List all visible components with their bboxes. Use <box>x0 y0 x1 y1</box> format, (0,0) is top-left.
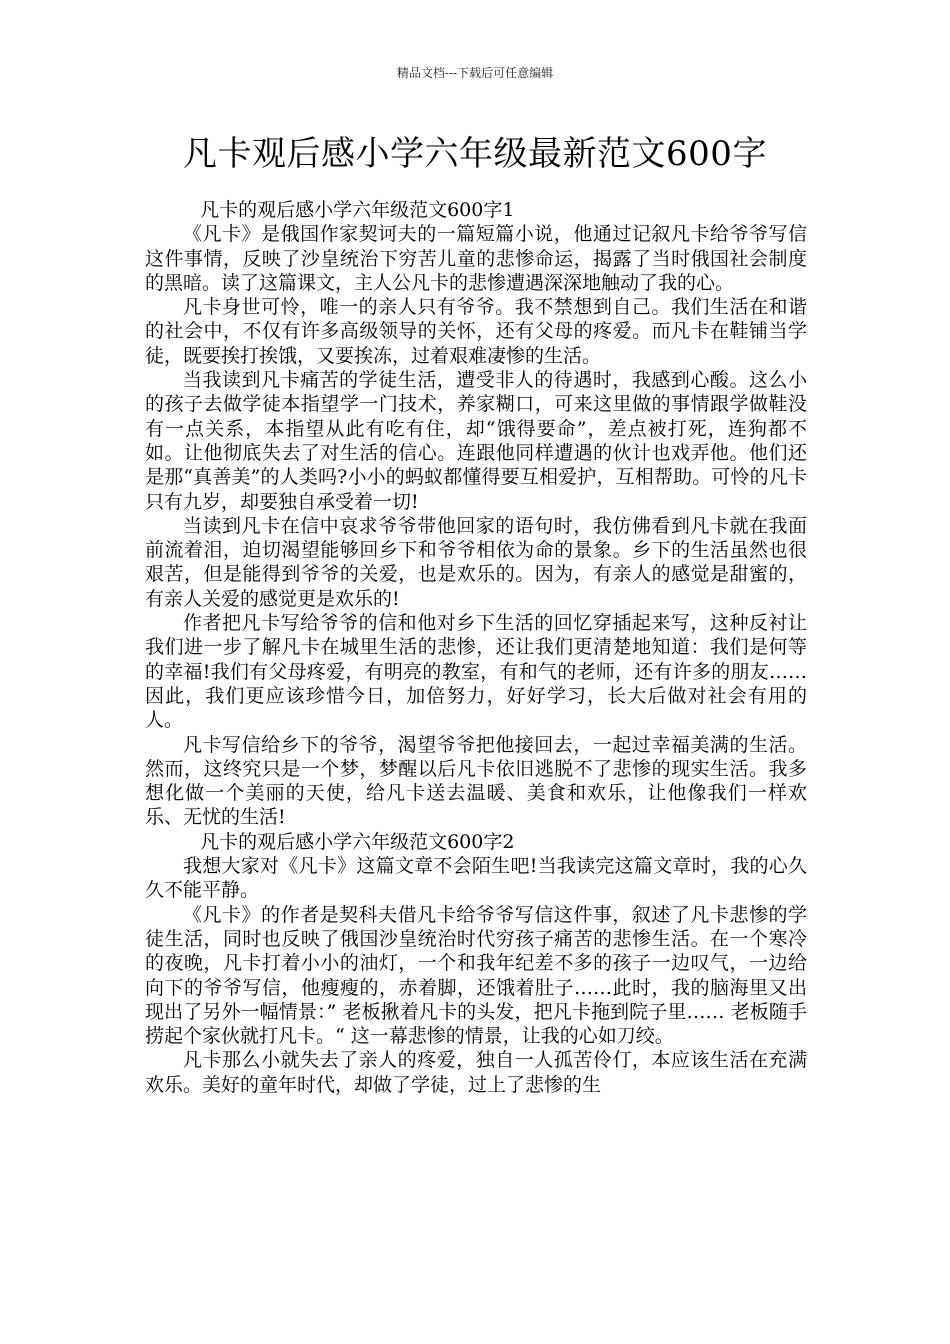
body-paragraph: 《凡卡》的作者是契科夫借凡卡给爷爷写信这件事，叙述了凡卡悲惨的学徒生活，同时也反映了俄国沙皇统治时代穷孩子痛苦的悲惨生活。在一个寒冷的夜晚，凡卡打着小小的油灯，一个和我年纪差不多的孩子一边叹气，一边给向下的爷爷写信，他瘦瘦的，赤着脚，还饿着肚子……此时，我的脑海里又出现出了另外一幅情景：” 老板揪着凡卡的头发，把凡卡拖到院子里…… 老板随手捞起个家伙就打凡卡。“ 这一幕悲惨的情景，让我的心如刀绞。 <box>145 903 807 1048</box>
document-title: 凡卡观后感小学六年级最新范文600字 <box>183 134 767 174</box>
page-header: 精品文档---下载后可任意编辑 <box>396 66 554 80</box>
body-paragraph: 当读到凡卡在信中哀求爷爷带他回家的语句时，我仿佛看到凡卡就在我面前流着泪，迫切渴望能够回乡下和爷爷相依为命的景象。乡下的生活虽然也很艰苦，但是能得到爷爷的关爱，也是欢乐的。因为，有亲人的感觉是甜蜜的，有亲人关爱的感觉更是欢乐的! <box>145 514 807 610</box>
section-heading: 凡卡的观后感小学六年级范文600字1 <box>200 199 515 221</box>
document-body <box>145 198 807 1097</box>
body-paragraph: 作者把凡卡写给爷爷的信和他对乡下生活的回忆穿插起来写，这种反衬让我们进一步了解凡卡在城里生活的悲惨，还让我们更清楚地知道：我们是何等的幸福!我们有父母疼爱，有明亮的教室，有和气的老师，还有许多的朋友……因此，我们更应该珍惜今日，加倍努力，好好学习，长大后做对社会有用的人。 <box>145 612 807 732</box>
body-paragraph: 当我读到凡卡痛苦的学徒生活，遭受非人的待遇时，我感到心酸。这么小的孩子去做学徒本指望学一门技术，养家糊口，可来这里做的事情跟学做鞋没有一点关系，本指望从此有吃有住，却“饿得要命”，差点被打死，连狗都不如。让他彻底失去了对生活的信心。连跟他同样遭遇的伙计也戏弄他。他们还是那“真善美”的人类吗?小小的蚂蚁都懂得要互相爱护，互相帮助。可怜的凡卡只有九岁，却要独自承受着一切! <box>145 369 807 513</box>
body-paragraph: 凡卡写信给乡下的爷爷，渴望爷爷把他接回去，一起过幸福美满的生活。然而，这终究只是一个梦，梦醒以后凡卡依旧逃脱不了悲惨的现实生活。我多想化做一个美丽的天使，给凡卡送去温暖、美食和欢乐，让他像我们一样欢乐、无忧的生活! <box>145 733 807 829</box>
body-paragraph: 凡卡身世可怜，唯一的亲人只有爷爷。我不禁想到自己。我们生活在和谐的社会中，不仅有许多高级领导的关怀，还有父母的疼爱。而凡卡在鞋铺当学徒，既要挨打挨饿，又要挨冻，过着艰难凄惨的生活。 <box>145 296 807 367</box>
body-paragraph: 凡卡那么小就失去了亲人的疼爱，独自一人孤苦伶仃，本应该生活在充满欢乐。美好的童年时代，却做了学徒，过上了悲惨的生 <box>145 1049 807 1096</box>
body-paragraph: 我想大家对《凡卡》这篇文章不会陌生吧!当我读完这篇文章时，我的心久久不能平静。 <box>145 855 807 902</box>
body-paragraph: 《凡卡》是俄国作家契诃夫的一篇短篇小说，他通过记叙凡卡给爷爷写信这件事情，反映了沙皇统治下穷苦儿童的悲惨命运，揭露了当时俄国社会制度的黑暗。读了这篇课文，主人公凡卡的悲惨遭遇深深地触动了我的心。 <box>145 223 807 294</box>
section-heading: 凡卡的观后感小学六年级范文600字2 <box>200 830 515 853</box>
